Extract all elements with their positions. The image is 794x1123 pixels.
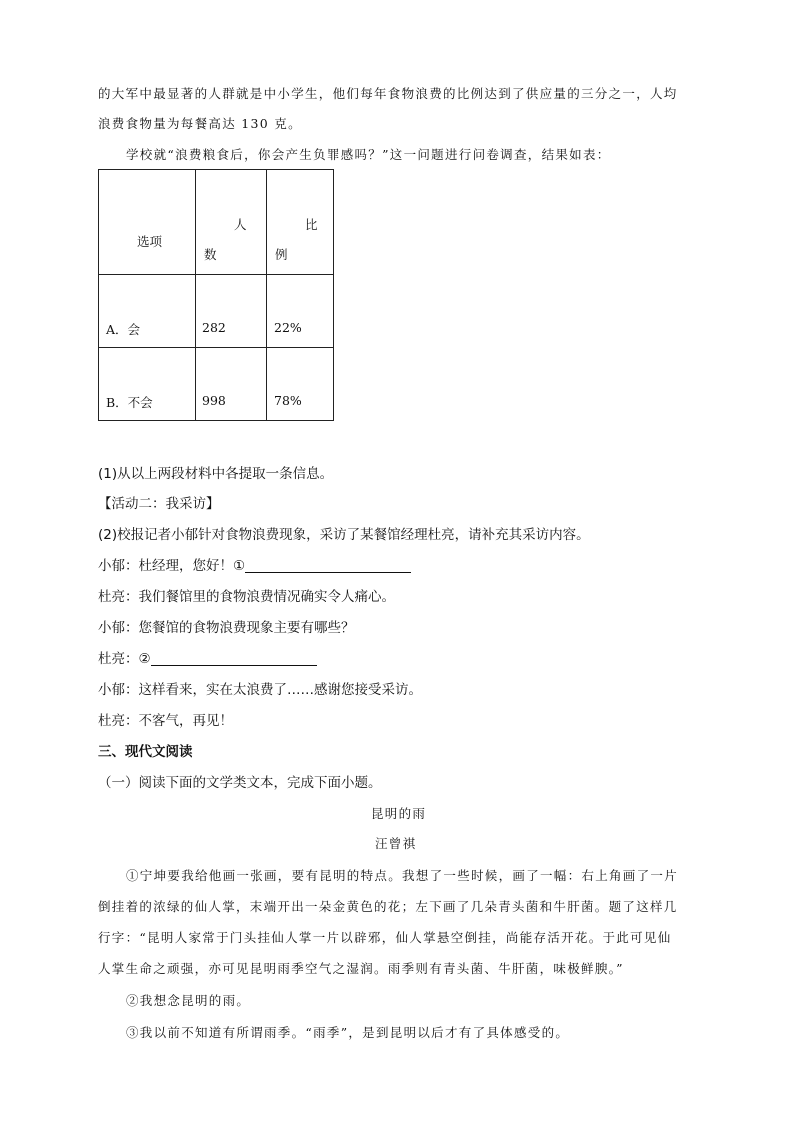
dialogue-line: 小郁：您餐馆的食物浪费现象主要有哪些？ [98, 620, 355, 636]
table-row [99, 348, 334, 421]
dialogue-text: 杜亮：② [98, 651, 151, 667]
answer-blank-1[interactable] [245, 558, 411, 573]
survey-table [98, 169, 334, 421]
section-3-intro: （一）阅读下面的文学类文本，完成下面小题。 [98, 775, 382, 791]
header-ratio-1: 比 [305, 217, 318, 232]
header-option-cell [99, 170, 196, 275]
table-cell [267, 275, 334, 348]
row-ratio: 22% [274, 320, 302, 335]
article-paragraph-1-line: 人掌生命之顽强，亦可见昆明雨季空气之湿润。雨季则有青头菌、牛肝菌，味极鲜腴。” [98, 961, 624, 976]
header-count-cell [196, 170, 267, 275]
table-header-row [99, 170, 334, 275]
dialogue-line: 杜亮：我们餐馆里的食物浪费情况确实令人痛心。 [98, 589, 395, 605]
row-count: 998 [202, 393, 226, 408]
article-paragraph-1-line: 倒挂着的浓绿的仙人掌，末端开出一朵金黄色的花；左下画了几朵青头菌和牛肝菌。题了这样几 [98, 899, 678, 914]
dialogue-line: 杜亮：不客气，再见！ [98, 713, 233, 729]
activity-2-heading: 【活动二：我采访】 [98, 496, 220, 512]
row-count: 282 [202, 320, 226, 335]
header-ratio-cell [267, 170, 334, 275]
article-title: 昆明的雨 [371, 806, 427, 821]
article-paragraph-1-line: ①宁坤要我给他画一张画，要有昆明的特点。我想了一些时候，画了一幅：右上角画了一片 [126, 868, 679, 883]
row-option: B．不会 [106, 395, 153, 410]
question-1: (1)从以上两段材料中各提取一条信息。 [98, 466, 334, 482]
dialogue-text: 小郁：杜经理，您好！① [98, 558, 246, 574]
answer-blank-2[interactable] [151, 651, 317, 666]
header-count-2: 数 [204, 247, 217, 262]
dialogue-line [98, 554, 411, 574]
section-3-heading: 三、现代文阅读 [98, 744, 193, 760]
material-line-3: 学校就“浪费粮食后，你会产生负罪感吗？”这一问题进行问卷调查，结果如表： [126, 147, 611, 162]
article-paragraph-3: ③我以前不知道有所谓雨季。“雨季”，是到昆明以后才有了具体感受的。 [126, 1025, 570, 1040]
dialogue-line: 小郁：这样看来，实在太浪费了……感谢您接受采访。 [98, 682, 422, 698]
row-option: A．会 [106, 322, 141, 337]
table-cell [99, 348, 196, 421]
question-2: (2)校报记者小郁针对食物浪费现象，采访了某餐馆经理杜亮，请补充其采访内容。 [98, 527, 590, 543]
header-ratio-2: 例 [275, 247, 288, 262]
table-cell [196, 275, 267, 348]
material-line-1: 的大军中最显著的人群就是中小学生，他们每年食物浪费的比例达到了供应量的三分之一，人均 [98, 86, 678, 101]
table-cell [99, 275, 196, 348]
article-author: 汪曾祺 [375, 836, 417, 851]
dialogue-line [98, 647, 317, 667]
material-line-2: 浪费食物量为每餐高达 130 克。 [98, 116, 302, 131]
article-paragraph-2: ②我想念昆明的雨。 [126, 993, 251, 1008]
table-row [99, 275, 334, 348]
header-option: 选项 [137, 234, 163, 249]
article-paragraph-1-line: 行字：“昆明人家常于门头挂仙人掌一片以辟邪，仙人掌悬空倒挂，尚能存活开花。于此可见仙 [98, 930, 672, 945]
table-cell [196, 348, 267, 421]
header-count-1: 人 [234, 217, 247, 232]
row-ratio: 78% [274, 393, 302, 408]
table-cell [267, 348, 334, 421]
